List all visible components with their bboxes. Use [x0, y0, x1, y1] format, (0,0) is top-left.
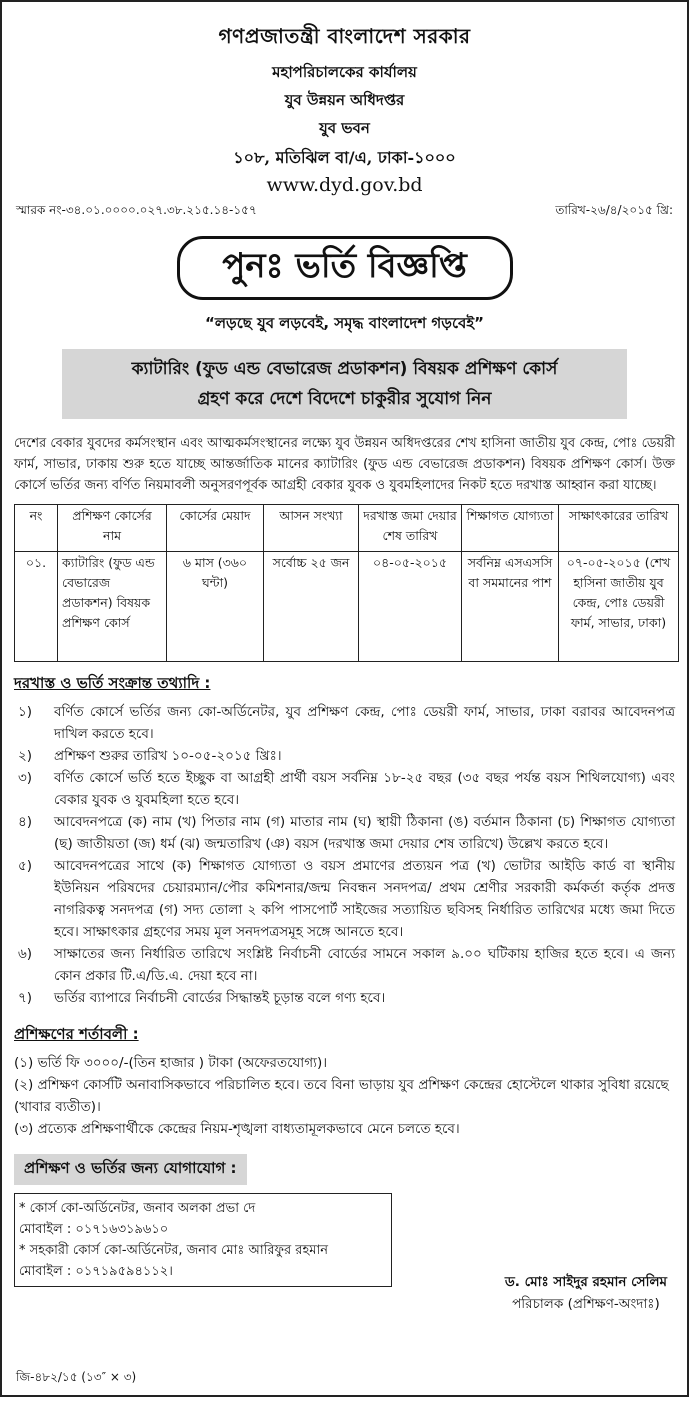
- list-item: (৩) প্রত্যেক প্রশিক্ষণার্থীকে কেন্দ্রের নিয়ম-শৃঙ্খলা বাধ্যতামূলকভাবে মেনে চলতে হবে।: [14, 1121, 460, 1137]
- table-row: [15, 552, 679, 662]
- govt-name: গণপ্রজাতন্ত্রী বাংলাদেশ সরকার: [218, 24, 471, 48]
- list-item: [14, 943, 675, 987]
- item-number: ১): [18, 704, 33, 720]
- course-heading-line1: ক্যাটারিং (ফুড এন্ড বেভারেজ প্রডাকশন) বিষয়ক প্রশিক্ষণ কোর্স: [131, 359, 558, 379]
- contact-title: প্রশিক্ষণ ও ভর্তির জন্য যোগাযোগ :: [14, 1154, 247, 1185]
- col-header-deadline: দরখাস্ত জমা দেয়ার শেষ তারিখ: [359, 505, 462, 552]
- signatory-designation: পরিচালক (প্রশিক্ষণ-অংদাঃ): [512, 1296, 660, 1312]
- item-text: প্রশিক্ষণ শুরুর তারিখ ১০-০৫-২০১৫ খ্রিঃ।: [54, 748, 282, 764]
- footer-code: জি-৪৮২/১৫ (১৩″ × ৩): [16, 1370, 137, 1384]
- contact-line: মোবাইল : ০১৭১৯৫৯৪১১২।: [19, 1264, 173, 1279]
- col-header-qualification: শিক্ষাগত যোগ্যতা: [462, 505, 559, 552]
- training-conditions-list: [14, 1052, 675, 1140]
- list-item: [14, 811, 675, 855]
- list-item: [14, 767, 675, 811]
- application-info-title: দরখাস্ত ও ভর্তি সংক্রান্ত তথ্যাদি :: [14, 674, 211, 692]
- application-info-list: [14, 701, 675, 1009]
- list-item: [14, 745, 675, 767]
- memo-number: স্মারক নং-৩৪.০১.০০০০.০২৭.৩৮.২১৫.১৪-১৫৭: [16, 203, 257, 217]
- item-number: ৩): [18, 770, 33, 786]
- cell-qualification: সর্বনিম্ন এসএসসি বা সমমানের পাশ: [462, 552, 559, 662]
- item-number: ৭): [18, 990, 33, 1006]
- training-conditions-title: প্রশিক্ষণের শর্তাবলী :: [14, 1025, 139, 1043]
- col-header-course: প্রশিক্ষণ কোর্সের নাম: [58, 505, 167, 552]
- address: ১০৮, মতিঝিল বা/এ, ঢাকা-১০০০: [233, 148, 456, 167]
- item-number: ৪): [18, 814, 33, 830]
- building-name: যুব ভবন: [319, 119, 370, 137]
- col-header-duration: কোর্সের মেয়াদ: [167, 505, 264, 552]
- item-text: আবেদনপত্রে (ক) নাম (খ) পিতার নাম (গ) মাতার নাম (ঘ) স্থায়ী ঠিকানা (ঙ) বর্তমান ঠিকানা (চ) শিক্ষাগত যোগ্যতা (ছ) জাতীয়তা (জ) ধর্ম (ঝ) জন্মতারিখ (ঞ) বয়স (দরখাস্ত জমা দেয়ার শেষ তারিখে) উল্লেখ করতে হবে।: [54, 814, 675, 852]
- item-text: বর্ণিত কোর্সে ভর্তি হতে ইচ্ছুক বা আগ্রহী প্রার্থী বয়স সর্বনিম্ন ১৮-২৫ বছর (৩৫ বছর পর্যন্ত বয়স শিথিলযোগ্য) এবং বেকার যুবক ও যুবমহিলা হতে হবে।: [54, 770, 675, 808]
- office-name: মহাপরিচালকের কার্যালয়: [272, 63, 417, 81]
- item-text: সাক্ষাতের জন্য নির্ধারিত তারিখে সংশ্লিষ্ট নির্বাচনী বোর্ডের সামনে সকাল ৯.০০ ঘটিকায় হাজির হতে হবে। এ জন্য কোন প্রকার টি.এ/ডি.এ. দেয়া হবে না।: [54, 946, 675, 984]
- list-item: [14, 855, 675, 943]
- bottom-section: [14, 1193, 675, 1333]
- contact-box: [14, 1193, 392, 1287]
- item-number: ৬): [18, 946, 33, 962]
- banner-title: পুনঃ ভর্তি বিজ্ঞপ্তি: [177, 236, 513, 300]
- cell-no: ০১.: [15, 552, 58, 662]
- department-name: যুব উন্নয়ন অধিদপ্তর: [284, 91, 405, 109]
- item-number: ৫): [18, 858, 33, 874]
- cell-duration: ৬ মাস (৩৬০ ঘন্টা): [167, 552, 264, 662]
- col-header-no: নং: [15, 505, 58, 552]
- cell-course: ক্যাটারিং (ফুড এন্ড বেভারেজ প্রডাকশন) বিষয়ক প্রশিক্ষণ কোর্স: [58, 552, 167, 662]
- cell-seats: সর্বোচ্চ ২৫ জন: [264, 552, 359, 662]
- item-text: আবেদনপত্রের সাথে (ক) শিক্ষাগত যোগ্যতা ও বয়স প্রমাণের প্রত্যয়ন পত্র (খ) ভোটার আইডি কার্ড বা স্থানীয় ইউনিয়ন পরিষদের চেয়ারম্যান/পৌর কমিশনার/জন্ম নিবন্ধন সনদপত্র/ প্রথম শ্রেণীর সরকারী কর্মকর্তা কর্তৃক প্রদত্ত নাগরিকত্ব সনদপত্র (গ) সদ্য তোলা ২ কপি পাসপোর্ট সাইজের সত্যায়িত ছবিসহ নির্ধারিত তারিখের মধ্যে জমা দিতে হবে। সাক্ষাৎকার গ্রহণের সময় মূল সনদপত্রসমূহ সঙ্গে আনতে হবে।: [54, 858, 675, 940]
- letterhead: [2, 22, 687, 196]
- slogan: “লড়ছে যুব লড়বেই, সমৃদ্ধ বাংলাদেশ গড়বেই”: [204, 314, 484, 332]
- list-item: [14, 701, 675, 745]
- list-item: (২) প্রশিক্ষণ কোর্সটি অনাবাসিকভাবে পরিচালিত হবে। তবে বিনা ভাড়ায় যুব প্রশিক্ষণ কেন্দ্রের হোস্টেলে থাকার সুবিধা রয়েছে (খাবার ব্যতীত)।: [14, 1077, 669, 1115]
- signature-block: [505, 1271, 667, 1315]
- cell-deadline: ০৪-০৫-২০১৫: [359, 552, 462, 662]
- list-item: [14, 987, 675, 1009]
- contact-line: * সহকারী কোর্স কো-অর্ডিনেটর, জনাব মোঃ আরিফুর রহমান: [19, 1243, 329, 1258]
- col-header-interview: সাক্ষাৎকারের তারিখ: [559, 505, 679, 552]
- course-heading-line2: গ্রহণ করে দেশে বিদেশে চাকুরীর সুযোগ নিন: [197, 389, 492, 409]
- item-text: বর্ণিত কোর্সে ভর্তির জন্য কো-অর্ডিনেটর, যুব প্রশিক্ষণ কেন্দ্র, পোঃ ডেয়রী ফার্ম, সাভার, ঢাকা বরাবর আবেদনপত্র দাখিল করতে হবে।: [54, 704, 675, 742]
- reference-line: [16, 202, 673, 222]
- item-number: ২): [18, 748, 33, 764]
- list-item: (১) ভর্তি ফি ৩০০০/-(তিন হাজার ) টাকা (অফেরতযোগ্য)।: [14, 1055, 328, 1071]
- course-table: [14, 504, 679, 662]
- cell-interview: ০৭-০৫-২০১৫ (শেখ হাসিনা জাতীয় যুব কেন্দ্র, পোঃ ডেয়রী ফার্ম, সাভার, ঢাকা): [559, 552, 679, 662]
- contact-line: মোবাইল : ০১৭১৬৩১৯৬১০: [19, 1222, 169, 1237]
- item-text: ভর্তির ব্যাপারে নির্বাচনী বোর্ডের সিদ্ধান্তই চূড়ান্ত বলে গণ্য হবে।: [54, 990, 386, 1006]
- website: www.dyd.gov.bd: [266, 174, 423, 196]
- contact-line: * কোর্স কো-অর্ডিনেটর, জনাব অলকা প্রভা দে: [19, 1201, 256, 1216]
- intro-paragraph: দেশের বেকার যুবদের কর্মসংস্থান এবং আত্মকর্মসংস্থানের লক্ষ্যে যুব উন্নয়ন অধিদপ্তরের শেখ হাসিনা জাতীয় যুব কেন্দ্র, পোঃ ডেয়রী ফার্ম, সাভার, ঢাকায় শুরু হতে যাচ্ছে আন্তর্জাতিক মানের ক্যাটারিং (ফুড এন্ড বেভারেজ প্রডাকশন) বিষয়ক প্রশিক্ষণ কোর্স। উক্ত কোর্সে ভর্তির জন্য বর্ণিত নিয়মাবলী অনুসরণপূর্বক আগ্রহী বেকার যুবক ও যুবমহিলাদের নিকট হতে দরখাস্ত আহ্বান করা যাচ্ছে।: [14, 436, 675, 493]
- course-heading-box: [62, 349, 627, 419]
- col-header-seats: আসন সংখ্যা: [264, 505, 359, 552]
- notice-date: তারিখ-২৬/৪/২০১৫ খ্রি:: [555, 203, 673, 217]
- signatory-name: ড. মোঃ সাইদুর রহমান সেলিম: [504, 1274, 667, 1290]
- table-header-row: [15, 505, 679, 552]
